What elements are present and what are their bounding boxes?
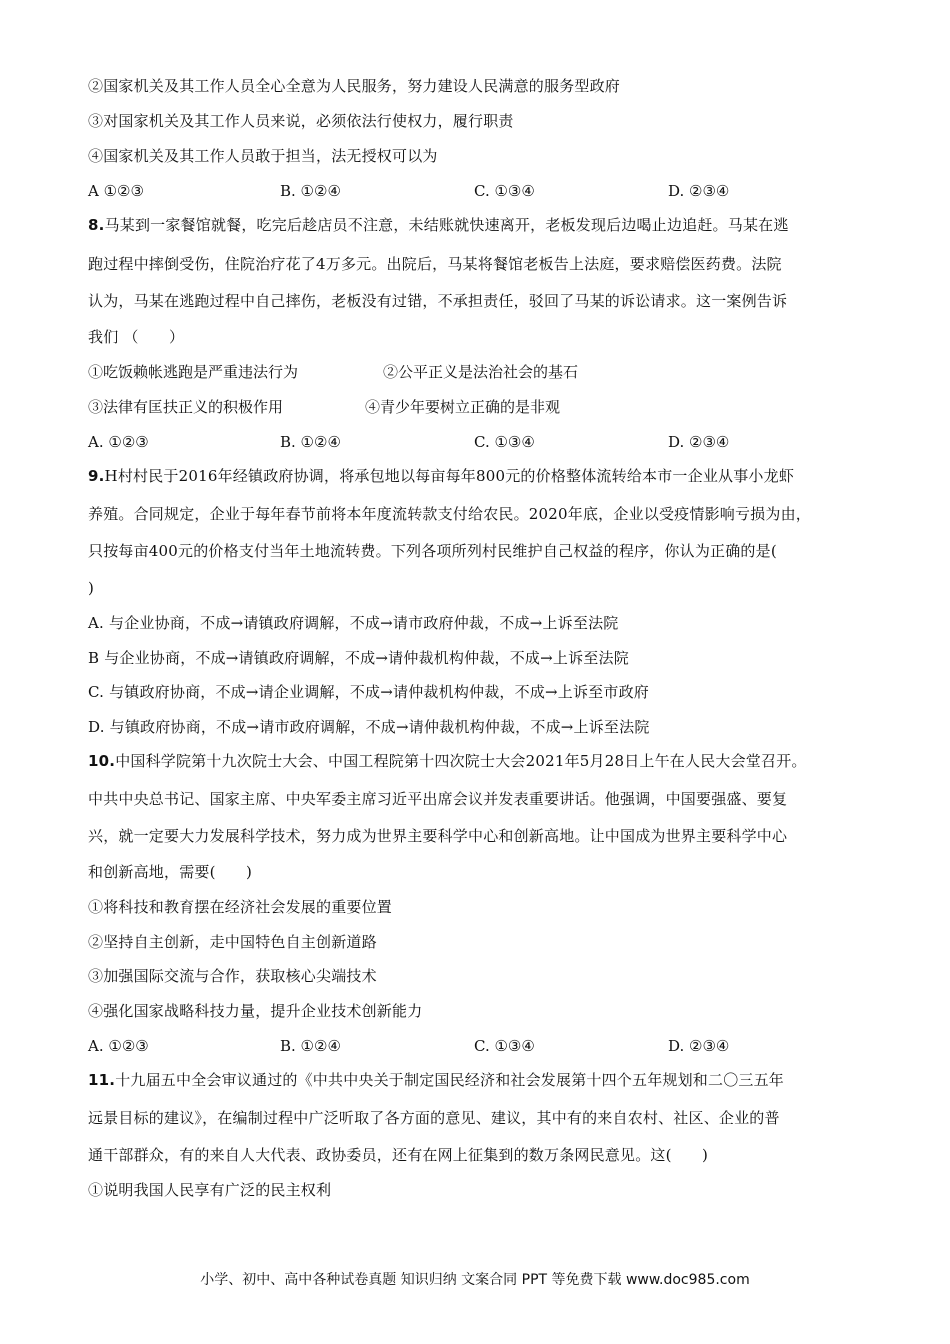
q7-item-2: ②国家机关及其工作人员全心全意为人民服务，努力建设人民满意的服务型政府 <box>88 77 621 95</box>
q11-item-1: ①说明我国人民享有广泛的民主权利 <box>88 1181 332 1199</box>
q10-number: 10. <box>88 752 116 770</box>
q8-option-c: C. ①③④ <box>474 433 535 451</box>
q10-option-a: A. ①②③ <box>88 1037 149 1055</box>
q9-stem-line-3: 只按每亩400元的价格支付当年土地流转费。下列各项所列村民维护自己权益的程序，你认为正确的是( <box>88 542 777 560</box>
q11-stem-line-2: 远景目标的建议》，在编制过程中广泛听取了各方面的意见、建议，其中有的来自农村、社区、企业的普 <box>88 1109 780 1127</box>
q9-option-d: D. 与镇政府协商，不成→请市政府调解，不成→请仲裁机构仲裁，不成→上诉至法院 <box>88 718 650 736</box>
q10-item-4: ④强化国家战略科技力量，提升企业技术创新能力 <box>88 1002 423 1020</box>
q8-item-4: ④青少年要树立正确的是非观 <box>365 398 561 416</box>
q7-item-3: ③对国家机关及其工作人员来说，必须依法行使权力，履行职责 <box>88 112 514 130</box>
q7-option-d: D. ②③④ <box>668 182 730 200</box>
q8-stem-line-3: 认为，马某在逃跑过程中自己摔伤，老板没有过错，不承担责任，驳回了马某的诉讼请求。这一案例告诉 <box>88 292 788 310</box>
q10-item-1: ①将科技和教育摆在经济社会发展的重要位置 <box>88 898 393 916</box>
q10-stem-line-2: 中共中央总书记、国家主席、中央军委主席习近平出席会议并发表重要讲话。他强调，中国要强盛、要复 <box>88 790 788 808</box>
q7-item-4: ④国家机关及其工作人员敢于担当，法无授权可以为 <box>88 147 438 165</box>
page-footer: 小学、初中、高中各种试卷真题 知识归纳 文案合同 PPT 等免费下载 www.doc985.com <box>200 1272 750 1288</box>
q10-option-b: B. ①②④ <box>280 1037 341 1055</box>
q10-stem-line-3: 兴，就一定要大力发展科学技术，努力成为世界主要科学中心和创新高地。让中国成为世界主要科学中心 <box>88 827 788 845</box>
q9-option-c: C. 与镇政府协商，不成→请企业调解，不成→请仲裁机构仲裁，不成→上诉至市政府 <box>88 683 649 701</box>
q11-stem-line-1: 11.十九届五中全会审议通过的《中共中央关于制定国民经济和社会发展第十四个五年规划和二〇三五年 <box>88 1071 784 1089</box>
q8-stem-line-4: 我们 （ ） <box>88 328 185 346</box>
q9-stem-line-4: ) <box>88 579 95 597</box>
q8-stem-line-1: 8.马某到一家餐馆就餐，吃完后趁店员不注意，未结账就快速离开，老板发现后边喝止边追赶。马某在逃 <box>88 216 789 234</box>
q10-option-d: D. ②③④ <box>668 1037 730 1055</box>
q8-item-1: ①吃饭赖帐逃跑是严重违法行为 <box>88 363 299 381</box>
q8-option-a: A. ①②③ <box>88 433 149 451</box>
q10-option-c: C. ①③④ <box>474 1037 535 1055</box>
q9-stem-line-1: 9.H村村民于2016年经镇政府协调，将承包地以每亩每年800元的价格整体流转给本市一企业从事小龙虾 <box>88 467 795 485</box>
q9-number: 9. <box>88 467 105 485</box>
q9-option-b: B 与企业协商，不成→请镇政府调解，不成→请仲裁机构仲裁，不成→上诉至法院 <box>88 649 629 667</box>
q10-item-2: ②坚持自主创新，走中国特色自主创新道路 <box>88 933 377 951</box>
q7-option-a: A ①②③ <box>88 182 144 200</box>
q9-option-a: A. 与企业协商，不成→请镇政府调解，不成→请市政府仲裁，不成→上诉至法院 <box>88 614 619 632</box>
q9-stem-line-2: 养殖。合同规定，企业于每年春节前将本年度流转款支付给农民。2020年底，企业以受疫情影响亏损为由， <box>88 505 811 523</box>
q8-option-d: D. ②③④ <box>668 433 730 451</box>
q8-item-2: ②公平正义是法治社会的基石 <box>383 363 579 381</box>
q7-option-b: B. ①②④ <box>280 182 341 200</box>
q7-option-c: C. ①③④ <box>474 182 535 200</box>
q10-stem-line-1: 10.中国科学院第十九次院士大会、中国工程院第十四次院士大会2021年5月28日上午在人民大会堂召开。 <box>88 752 807 770</box>
q8-option-b: B. ①②④ <box>280 433 341 451</box>
q10-stem-line-4: 和创新高地，需要( ) <box>88 863 253 881</box>
q11-number: 11. <box>88 1071 116 1089</box>
q8-item-3: ③法律有匡扶正义的积极作用 <box>88 398 284 416</box>
q8-stem-line-2: 跑过程中摔倒受伤，住院治疗花了4万多元。出院后，马某将餐馆老板告上法庭，要求赔偿医药费。法院 <box>88 255 782 273</box>
q8-number: 8. <box>88 216 105 234</box>
q11-stem-line-3: 通干部群众，有的来自人大代表、政协委员，还有在网上征集到的数万条网民意见。这( ) <box>88 1146 709 1164</box>
q10-item-3: ③加强国际交流与合作，获取核心尖端技术 <box>88 967 377 985</box>
